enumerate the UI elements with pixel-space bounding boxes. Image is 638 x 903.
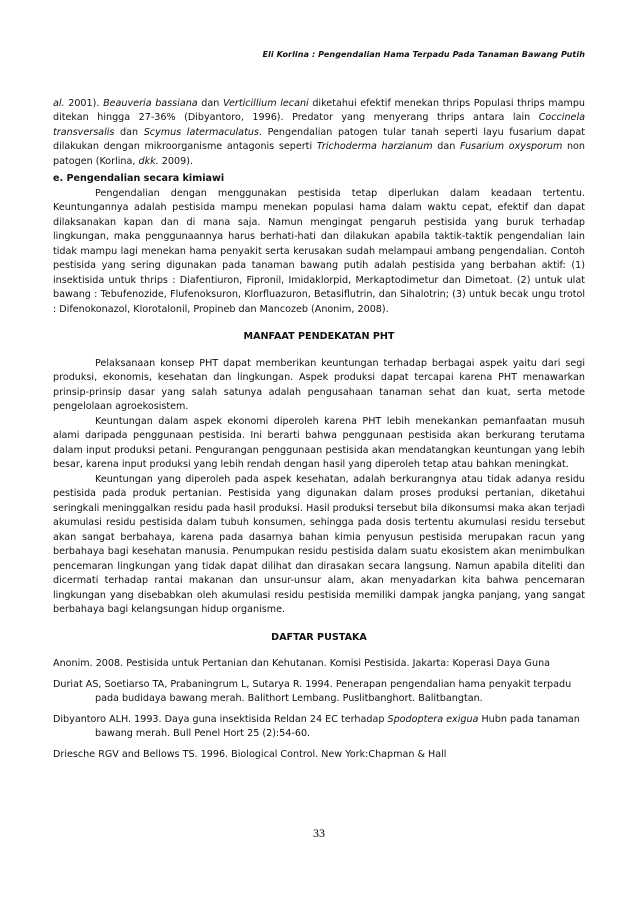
paragraph-benefits-economic: Keuntungan dalam aspek ekonomi diperoleh karena PHT lebih menekankan pemanfaatan musuh alami daripada penggunaan pestisida. Ini berarti bahwa penggunaan pestisida akan berkurang terutama dalam input produksi petani. Pengurangan penggunaan pestisida akan mendatangkan keuntungan yang lebih besar, karena input produksi yang lebih rendah dengan hasil yang diperoleh tetap atau bahkan meningkat. <box>53 415 585 470</box>
reference-item: Anonim. 2008. Pestisida untuk Pertanian dan Kehutanan. Komisi Pestisida. Jakarta: Koperasi Daya Guna <box>53 658 551 669</box>
reference-item: Duriat AS, Soetiarso TA, Prabaningrum L, Sutarya R. 1994. Penerapan pengendalian hama penyakit terpadu pada budidaya bawang merah. Balithort Lembang. Puslitbanghort. Balitbangtan. <box>53 678 572 704</box>
reference-item <box>53 713 585 742</box>
species-scymus: Scymus latermaculatus <box>143 126 259 138</box>
text: . Pengendalian patogen tular tanah seperti layu fusarium dapat dilakukan dengan mikroorganisme antagonis seperti <box>53 126 585 152</box>
text: non patogen (Korlina, <box>53 141 585 167</box>
running-head: Eli Korlina : Pengendalian Hama Terpadu Pada Tanaman Bawang Putih <box>262 50 585 59</box>
text: 2009). <box>158 155 194 167</box>
species-beauveria: Beauveria bassiana <box>103 97 198 109</box>
text: diketahui efektif menekan thrips Populasi thrips mampu ditekan hingga 27-36% (Dibyantoro, 1996). Predator yang menyerang thrips antara lain <box>53 97 586 123</box>
heading-benefits: MANFAAT PENDEKATAN PHT <box>243 331 395 342</box>
text: dan <box>114 126 144 138</box>
section-heading-chemical-control: e. Pengendalian secara kimiawi <box>53 173 225 184</box>
paragraph-chemical-control: Pengendalian dengan menggunakan pestisida tetap diperlukan dalam keadaan tertentu. Keuntungannya adalah pestisida mampu menekan populasi hama dalam waktu cepat, efektif dan dapat dilaksanakan kapan dan di mana saja. Namun mengingat pengaruh pestisida yang buruk terhadap lingkungan, maka penggunaannya harus berhati-hati dan dilakukan apabila taktik-taktik pengendalian lain tidak mampu lagi menekan hama penyakit serta kerusakan sudah melampaui ambang pengendalian. Contoh pestisida yang sering digunakan pada tanaman bawang putih adalah pestisida yang berbahan aktif: (1) insektisida untuk thrips : Diafentiuron, Fipronil, Imidaklorpid, Merkaptodimetur dan Dimetoat. (2) untuk ulat bawang : Tebufenozide, Flufenoksuron, Klorfluazuron, Betasiflutrin, dan Sihalotrin; (3) untuk becak ungu trotol : Difenokonazol, Klorotalonil, Propineb dan Mancozeb (Anonim, 2008). <box>53 187 585 315</box>
text: Hubn pada tanaman bawang merah. Bull Penel Hort 25 (2):54-60. <box>95 713 580 739</box>
paragraph-benefits-health: Keuntungan yang diperoleh pada aspek kesehatan, adalah berkurangnya atau tidak adanya residu pestisida pada produk pertanian. Pestisida yang digunakan dalam proses produksi pertanian, diketahui seringkali meninggalkan residu pada hasil produksi. Hasil produksi tersebut bila dikonsumsi maka akan terjadi akumulasi residu pestisida dalam tubuh konsumen, sehingga pada dosis tertentu akumulasi residu tersebut akan sangat berbahaya, karena pada dasarnya bahan kimia penyusun pestisida merupakan racun yang berbahaya bagi kesehatan manusia. Penumpukan residu pestisida dalam suatu ekosistem akan menimbulkan pencemaran lingkungan yang tidak dapat dilihat dan dirasakan secara langsung. Namun apabila diteliti dan dicermati terhadap rantai makanan dan unsur-unsur alam, akan menyadarkan kita bahwa pencemaran lingkungan yang disebabkan oleh akumulasi residu pestisida memiliki dampak jangka panjang, yang sangat berbahaya bagi kelangsungan hidup organisme. <box>53 473 585 615</box>
species-trichoderma: Trichoderma harzianum <box>316 141 433 152</box>
text: 2001). <box>64 97 104 109</box>
text-italic: dkk. <box>138 155 159 167</box>
species-verticillium: Verticillium lecani <box>222 97 309 109</box>
page-number: 33 <box>313 826 325 840</box>
text: dan <box>197 97 223 109</box>
species-fusarium: Fusarium oxysporum <box>459 141 563 152</box>
reference-item: Driesche RGV and Bellows TS. 1996. Biological Control. New York:Chapman & Hall <box>53 748 447 760</box>
heading-references: DAFTAR PUSTAKA <box>271 631 367 643</box>
text: Dibyantoro ALH. 1993. Daya guna insektisida Reldan 24 EC terhadap <box>53 713 388 725</box>
species-coccinela: Coccinela transversalis <box>53 112 585 138</box>
text-italic: al. <box>53 97 65 109</box>
paragraph-benefits-intro: Pelaksanaan konsep PHT dapat memberikan keuntungan terhadap berbagai aspek yaitu dari segi produksi, ekonomis, kesehatan dan lingkungan. Aspek produksi dapat tercapai karena PHT menawarkan prinsip-prinsip dasar yang salah satunya adalah pengusahaan tanaman sehat dan kuat, serta metode pengelolaan agroekosistem. <box>53 357 585 412</box>
text: dan <box>432 141 460 152</box>
paragraph-biological-control <box>53 97 585 170</box>
species-spodoptera: Spodoptera exigua <box>387 713 479 725</box>
